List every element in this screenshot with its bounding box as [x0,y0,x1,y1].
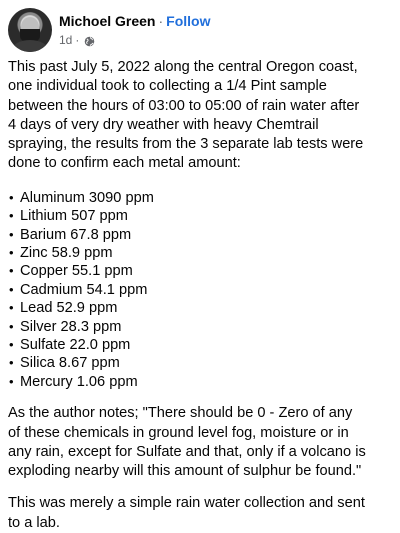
post-closing: This was merely a simple rain water collection and sent to a lab. [8,495,365,531]
list-item: • Mercury 1.06 ppm [8,373,394,391]
post-header [8,8,210,52]
avatar-shoulders [12,40,48,52]
post-body [8,58,394,533]
list-item: • Barium 67.8 ppm [8,226,394,244]
follow-button[interactable]: Follow [166,13,211,29]
post-quote: As the author notes; "There should be 0 - Zero of any of these chemicals in ground level fog, moisture or in any rain, except for Sulfate and that, only if a volcano is exploding nearby will this amount of sulphur be found." [8,405,366,480]
post-intro: This past July 5, 2022 along the central Oregon coast, one individual took to collecting a 1/4 Pint sample between the hours of 03:00 to 05:00 of rain water after 4 days of very dry weather with heavy Chemtrail spraying, the results from the 3 separate lab tests were done to confirm each metal amount: [8,59,364,172]
post-meta [59,8,210,48]
list-item: • Silica 8.67 ppm [8,354,394,372]
name-separator: · [158,13,164,29]
list-item: • Zinc 58.9 ppm [8,244,394,262]
list-item: • Copper 55.1 ppm [8,262,394,280]
timestamp[interactable]: 1d [59,33,73,47]
list-item: • Sulfate 22.0 ppm [8,336,394,354]
list-item: • Aluminum 3090 ppm [8,189,394,207]
avatar[interactable] [8,8,52,52]
list-item: • Lithium 507 ppm [8,207,394,225]
list-item: • Cadmium 54.1 ppm [8,281,394,299]
results-list [8,189,394,391]
globe-icon[interactable] [84,35,95,46]
author-name[interactable]: Michoel Green [59,13,156,29]
list-item: • Silver 28.3 ppm [8,318,394,336]
meta-separator: · [75,33,80,47]
name-row [59,12,210,30]
timestamp-row [59,32,210,48]
list-item: • Lead 52.9 ppm [8,299,394,317]
